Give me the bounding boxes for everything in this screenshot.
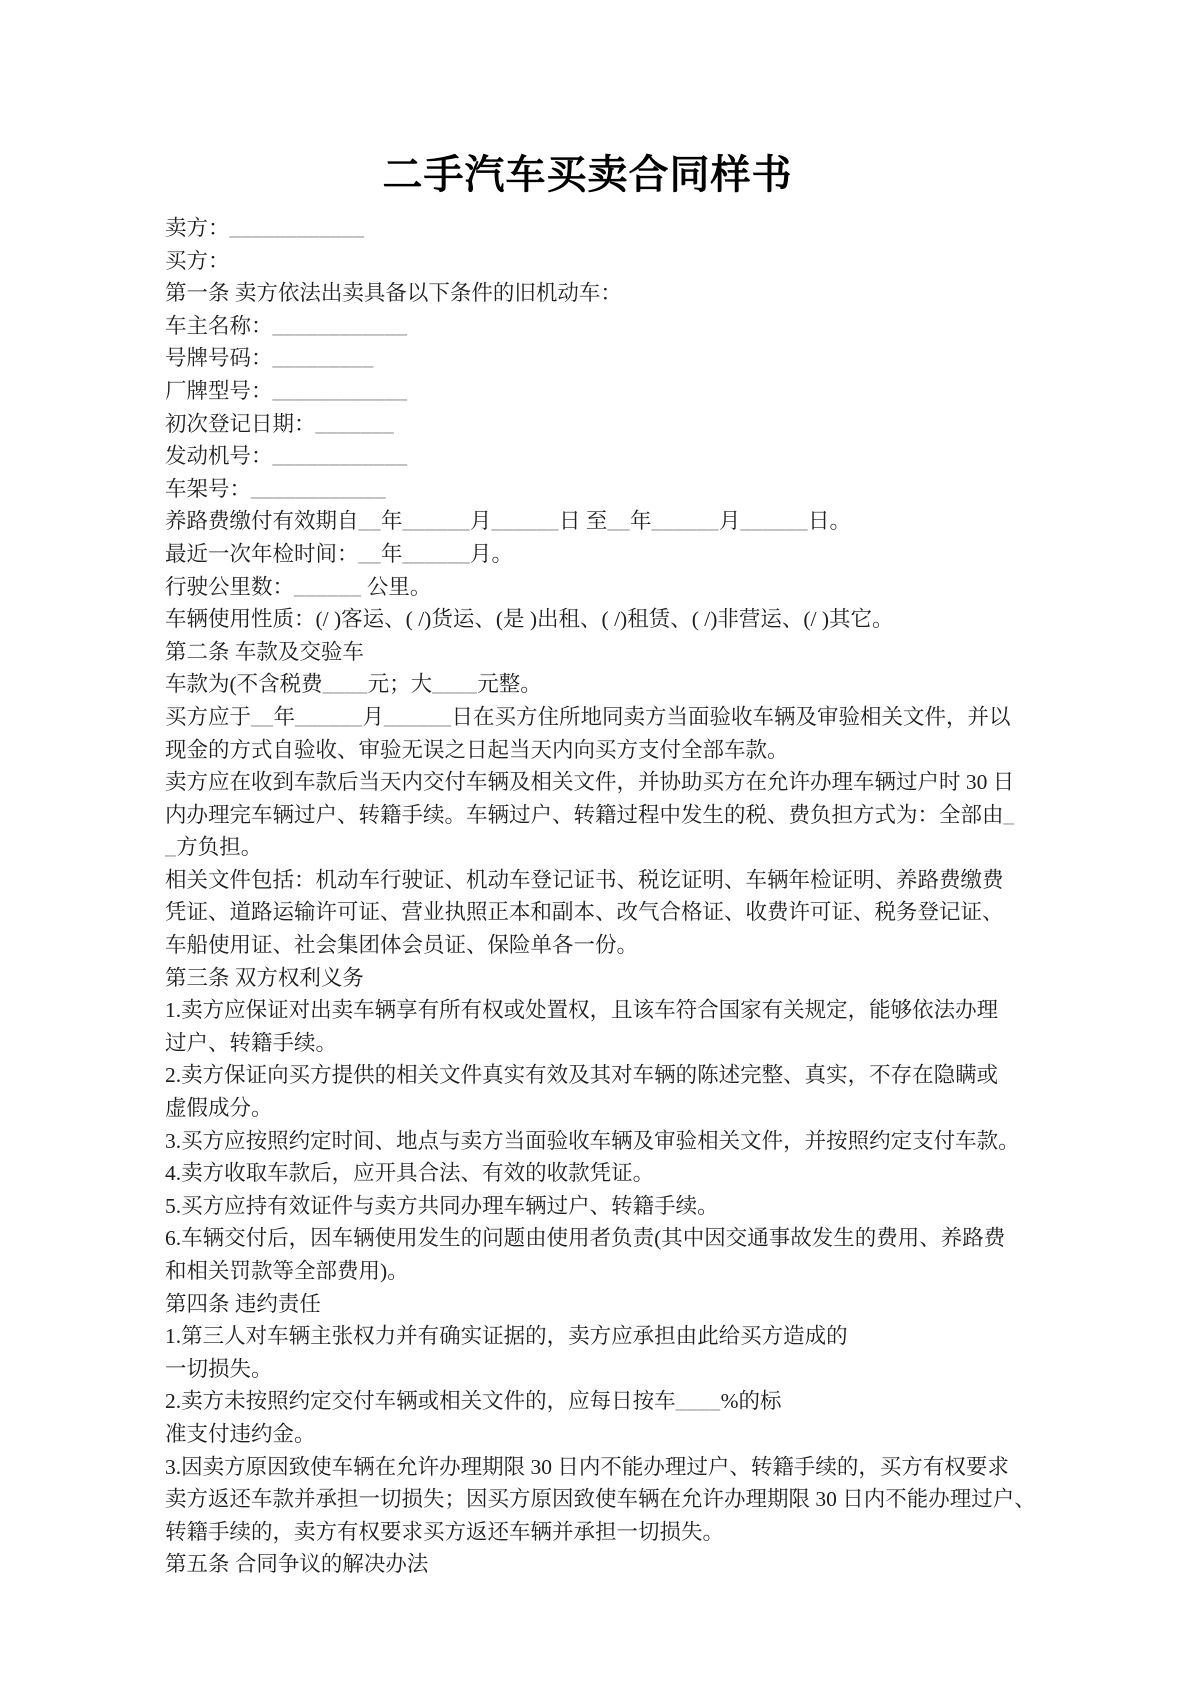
fill-in-blank: ____________	[229, 216, 365, 240]
article-3-item-1-line: 1.卖方应保证对出卖车辆享有所有权或处置权，且该车符合国家有关规定，能够依法办理	[165, 998, 999, 1023]
document-title: 二手汽车买卖合同样书	[382, 152, 793, 197]
road-fee-validity-line: 养路费缴付有效期自__年______月______日 至__年______月______日。	[165, 509, 851, 534]
fill-in-blank: ____________	[272, 313, 408, 338]
fill-in-blank: ____	[675, 1389, 721, 1414]
payment-paragraph-line: 现金的方式自验收、审验无误之日起当天内向买方支付全部车款。	[165, 737, 789, 762]
delivery-paragraph-line: _方负担。	[165, 835, 263, 860]
fill-in-blank: _______	[315, 411, 395, 436]
plate-number-field: 号牌号码：_________	[165, 346, 374, 371]
last-inspection-line: 最近一次年检时间：__年______月。	[165, 541, 514, 566]
article-4-item-3-line: 转籍手续的，卖方有权要求买方返还车辆并承担一切损失。	[165, 1519, 725, 1544]
documents-paragraph-line: 凭证、道路运输许可证、营业执照正本和副本、改气合格证、收费许可证、税务登记证、	[165, 900, 1004, 925]
fill-in-blank: ______	[402, 541, 471, 566]
fill-in-blank: ____	[322, 672, 368, 697]
fill-in-blank: ______	[294, 574, 362, 599]
fill-in-blank: ____________	[251, 476, 387, 501]
delivery-paragraph-line: 内办理完车辆过户、转籍手续。车辆过户、转籍过程中发生的税、费负担方式为：全部由_	[165, 802, 1015, 827]
fill-in-blank: _	[1003, 802, 1015, 827]
fill-in-blank: __	[251, 704, 274, 729]
article-2-heading: 第二条 车款及交验车	[165, 639, 364, 664]
article-5-heading: 第五条 合同争议的解决办法	[165, 1552, 429, 1577]
article-1-heading: 第一条 卖方依法出卖具备以下条件的旧机动车：	[165, 281, 622, 306]
article-3-item-4-line: 4.卖方收取车款后，应开具合法、有效的收款凭证。	[165, 1161, 655, 1186]
article-3-item-5-line: 5.买方应持有效证件与卖方共同办理车辆过户、转籍手续。	[165, 1193, 719, 1218]
brand-model-field: 厂牌型号：____________	[165, 378, 408, 403]
fill-in-blank: ______	[384, 704, 452, 729]
article-3-item-2-line: 2.卖方保证向买方提供的相关文件真实有效及其对车辆的陈述完整、真实，不存在隐瞒或	[165, 1063, 999, 1088]
article-3-item-1-line: 过户、转籍手续。	[165, 1030, 338, 1055]
fill-in-blank: __	[607, 509, 630, 534]
fill-in-blank: ______	[491, 509, 560, 534]
article-4-heading: 第四条 违约责任	[165, 1291, 321, 1316]
article-4-item-1-line: 一切损失。	[165, 1356, 273, 1381]
article-3-item-6-line: 6.车辆交付后，因车辆使用发生的问题由使用者负责(其中因交通事故发生的费用、养路费	[165, 1226, 1006, 1251]
article-4-item-3-line: 卖方返还车款并承担一切损失；因买方原因致使车辆在允许办理期限 30 日内不能办理过户、	[165, 1487, 1036, 1512]
article-4-item-2-line: 2.卖方未按照约定交付车辆或相关文件的，应每日按车____%的标	[165, 1389, 782, 1414]
fill-in-blank: ____________	[272, 444, 408, 469]
payment-paragraph-line: 买方应于__年______月______日在买方住所地同卖方当面验收车辆及审验相关文件，并以	[165, 704, 1011, 729]
document-body	[165, 212, 1040, 1581]
fill-in-blank: ____________	[272, 378, 408, 403]
seller-field: 卖方：____________	[165, 216, 365, 240]
fill-in-blank: ______	[651, 509, 719, 534]
article-3-item-3-line: 3.买方应按照约定时间、地点与卖方当面验收车辆及审验相关文件，并按照约定支付车款。	[165, 1128, 1020, 1153]
fill-in-blank: __	[358, 509, 382, 534]
documents-paragraph-line: 车船使用证、社会集团体会员证、保险单各一份。	[165, 933, 639, 958]
buyer-field: 买方：	[165, 248, 230, 273]
fill-in-blank: __	[358, 541, 382, 566]
article-4-item-2-line: 准支付违约金。	[165, 1421, 316, 1446]
first-registration-date-field: 初次登记日期：_______	[165, 411, 395, 436]
article-4-item-3-line: 3.因卖方原因致使车辆在允许办理期限 30 日内不能办理过户、转籍手续的，买方有权要求	[165, 1454, 1009, 1479]
usage-nature-line: 车辆使用性质：(/ )客运、( /)货运、(是 )出租、( /)租赁、( /)非营运、(/ )其它。	[165, 607, 894, 632]
fill-in-blank: ______	[740, 509, 808, 534]
article-3-item-6-line: 和相关罚款等全部费用)。	[165, 1259, 409, 1283]
fill-in-blank: ______	[295, 704, 363, 729]
mileage-line: 行驶公里数：______ 公里。	[165, 574, 432, 599]
fill-in-blank: _	[165, 835, 177, 860]
delivery-paragraph-line: 卖方应在收到车款后当天内交付车辆及相关文件，并协助买方在允许办理车辆过户时 30 日	[165, 770, 1015, 795]
owner-name-field: 车主名称：____________	[165, 313, 408, 338]
documents-paragraph-line: 相关文件包括：机动车行驶证、机动车登记证书、税讫证明、车辆年检证明、养路费缴费	[165, 867, 1004, 892]
fill-in-blank: ______	[402, 509, 471, 534]
price-line: 车款为(不含税费____元；大____元整。	[165, 672, 542, 697]
article-3-item-2-line: 虚假成分。	[165, 1096, 273, 1121]
article-3-heading: 第三条 双方权利义务	[165, 965, 364, 990]
article-4-item-1-line: 1.第三人对车辆主张权力并有确实证据的，卖方应承担由此给买方造成的	[165, 1324, 848, 1349]
engine-number-field: 发动机号：____________	[165, 444, 408, 469]
vin-field: 车架号：____________	[165, 476, 387, 501]
fill-in-blank: ____	[432, 672, 478, 697]
fill-in-blank: _________	[272, 346, 374, 371]
